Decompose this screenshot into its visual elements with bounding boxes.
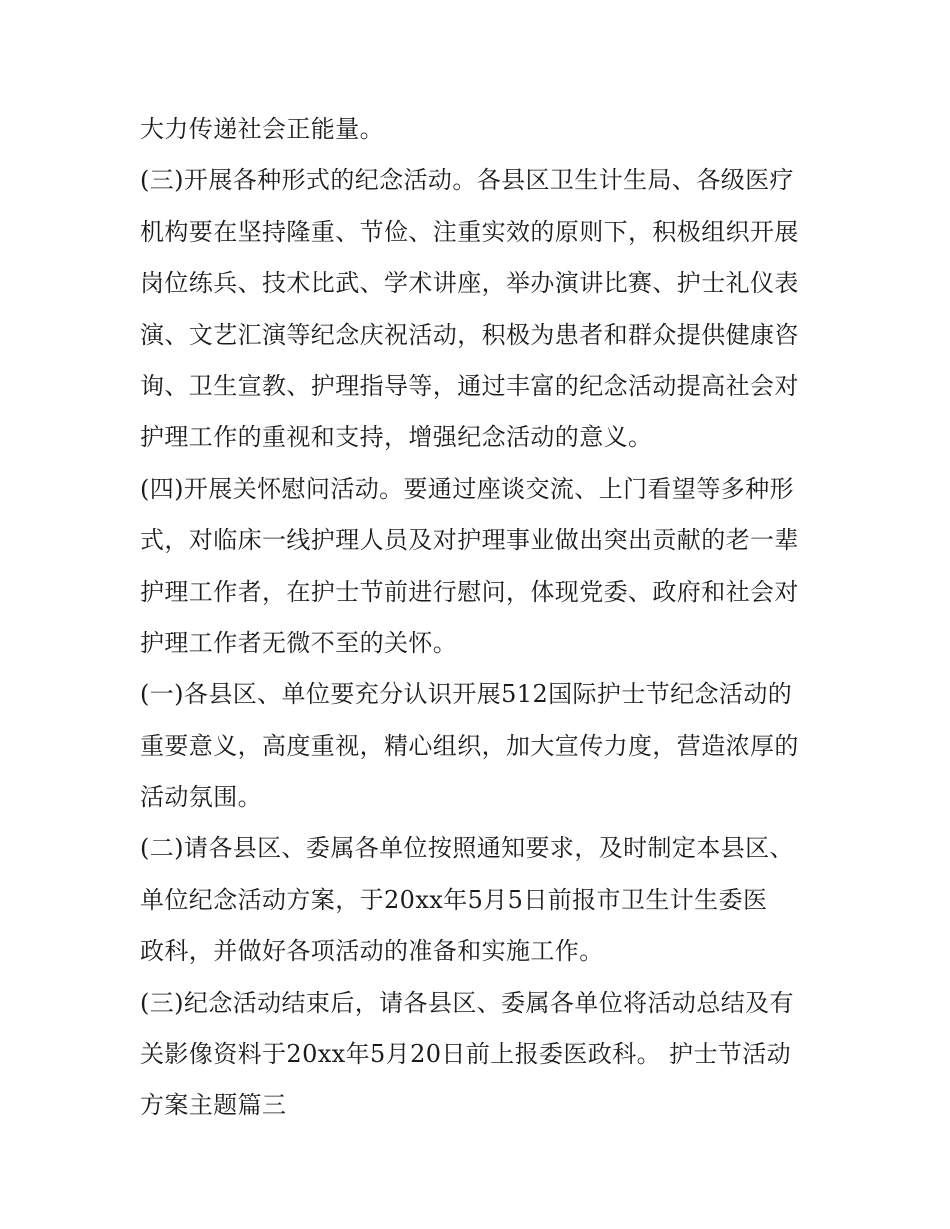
text-line: (四)开展关怀慰问活动。要通过座谈交流、上门看望等多种形 [140, 474, 794, 503]
text-line: (二)请各县区、委属各单位按照通知要求，及时制定本县区、 [140, 834, 794, 863]
text-line: (三)纪念活动结束后，请各县区、委属各单位将活动总结及有 [140, 988, 794, 1017]
text-line: (一)各县区、单位要充分认识开展512国际护士节纪念活动的 [140, 680, 793, 709]
text-line: 演、文艺汇演等纪念庆祝活动，积极为患者和群众提供健康咨 [140, 320, 799, 349]
text-line: 护理工作者，在护士节前进行慰问，体现党委、政府和社会对 [140, 577, 799, 606]
text-line: 政科，并做好各项活动的准备和实施工作。 [140, 937, 604, 966]
text-line: 大力传递社会正能量。 [140, 115, 384, 143]
text-line: 重要意义，高度重视，精心组织，加大宣传力度，营造浓厚的 [140, 731, 799, 760]
text-line: 方案主题篇三 [140, 1091, 287, 1120]
text-line: 活动氛围。 [140, 783, 262, 812]
text-line: 护理工作者无微不至的关怀。 [140, 628, 458, 657]
text-line: 询、卫生宣教、护理指导等，通过丰富的纪念活动提高社会对 [140, 371, 799, 400]
text-line: (三)开展各种形式的纪念活动。各县区卫生计生局、各级医疗 [140, 166, 794, 195]
text-line: 单位纪念活动方案，于20xx年5月5日前报市卫生计生委医 [140, 885, 768, 914]
text-line: 关影像资料于20xx年5月20日前上报委医政科。 护士节活动 [140, 1040, 792, 1069]
text-line: 岗位练兵、技术比武、学术讲座，举办演讲比赛、护士礼仪表 [140, 269, 799, 298]
text-line: 机构要在坚持隆重、节俭、注重实效的原则下，积极组织开展 [140, 217, 799, 246]
text-line: 式，对临床一线护理人员及对护理事业做出突出贡献的老一辈 [140, 526, 799, 555]
text-line: 护理工作的重视和支持，增强纪念活动的意义。 [140, 423, 653, 452]
document-body [140, 104, 830, 1132]
